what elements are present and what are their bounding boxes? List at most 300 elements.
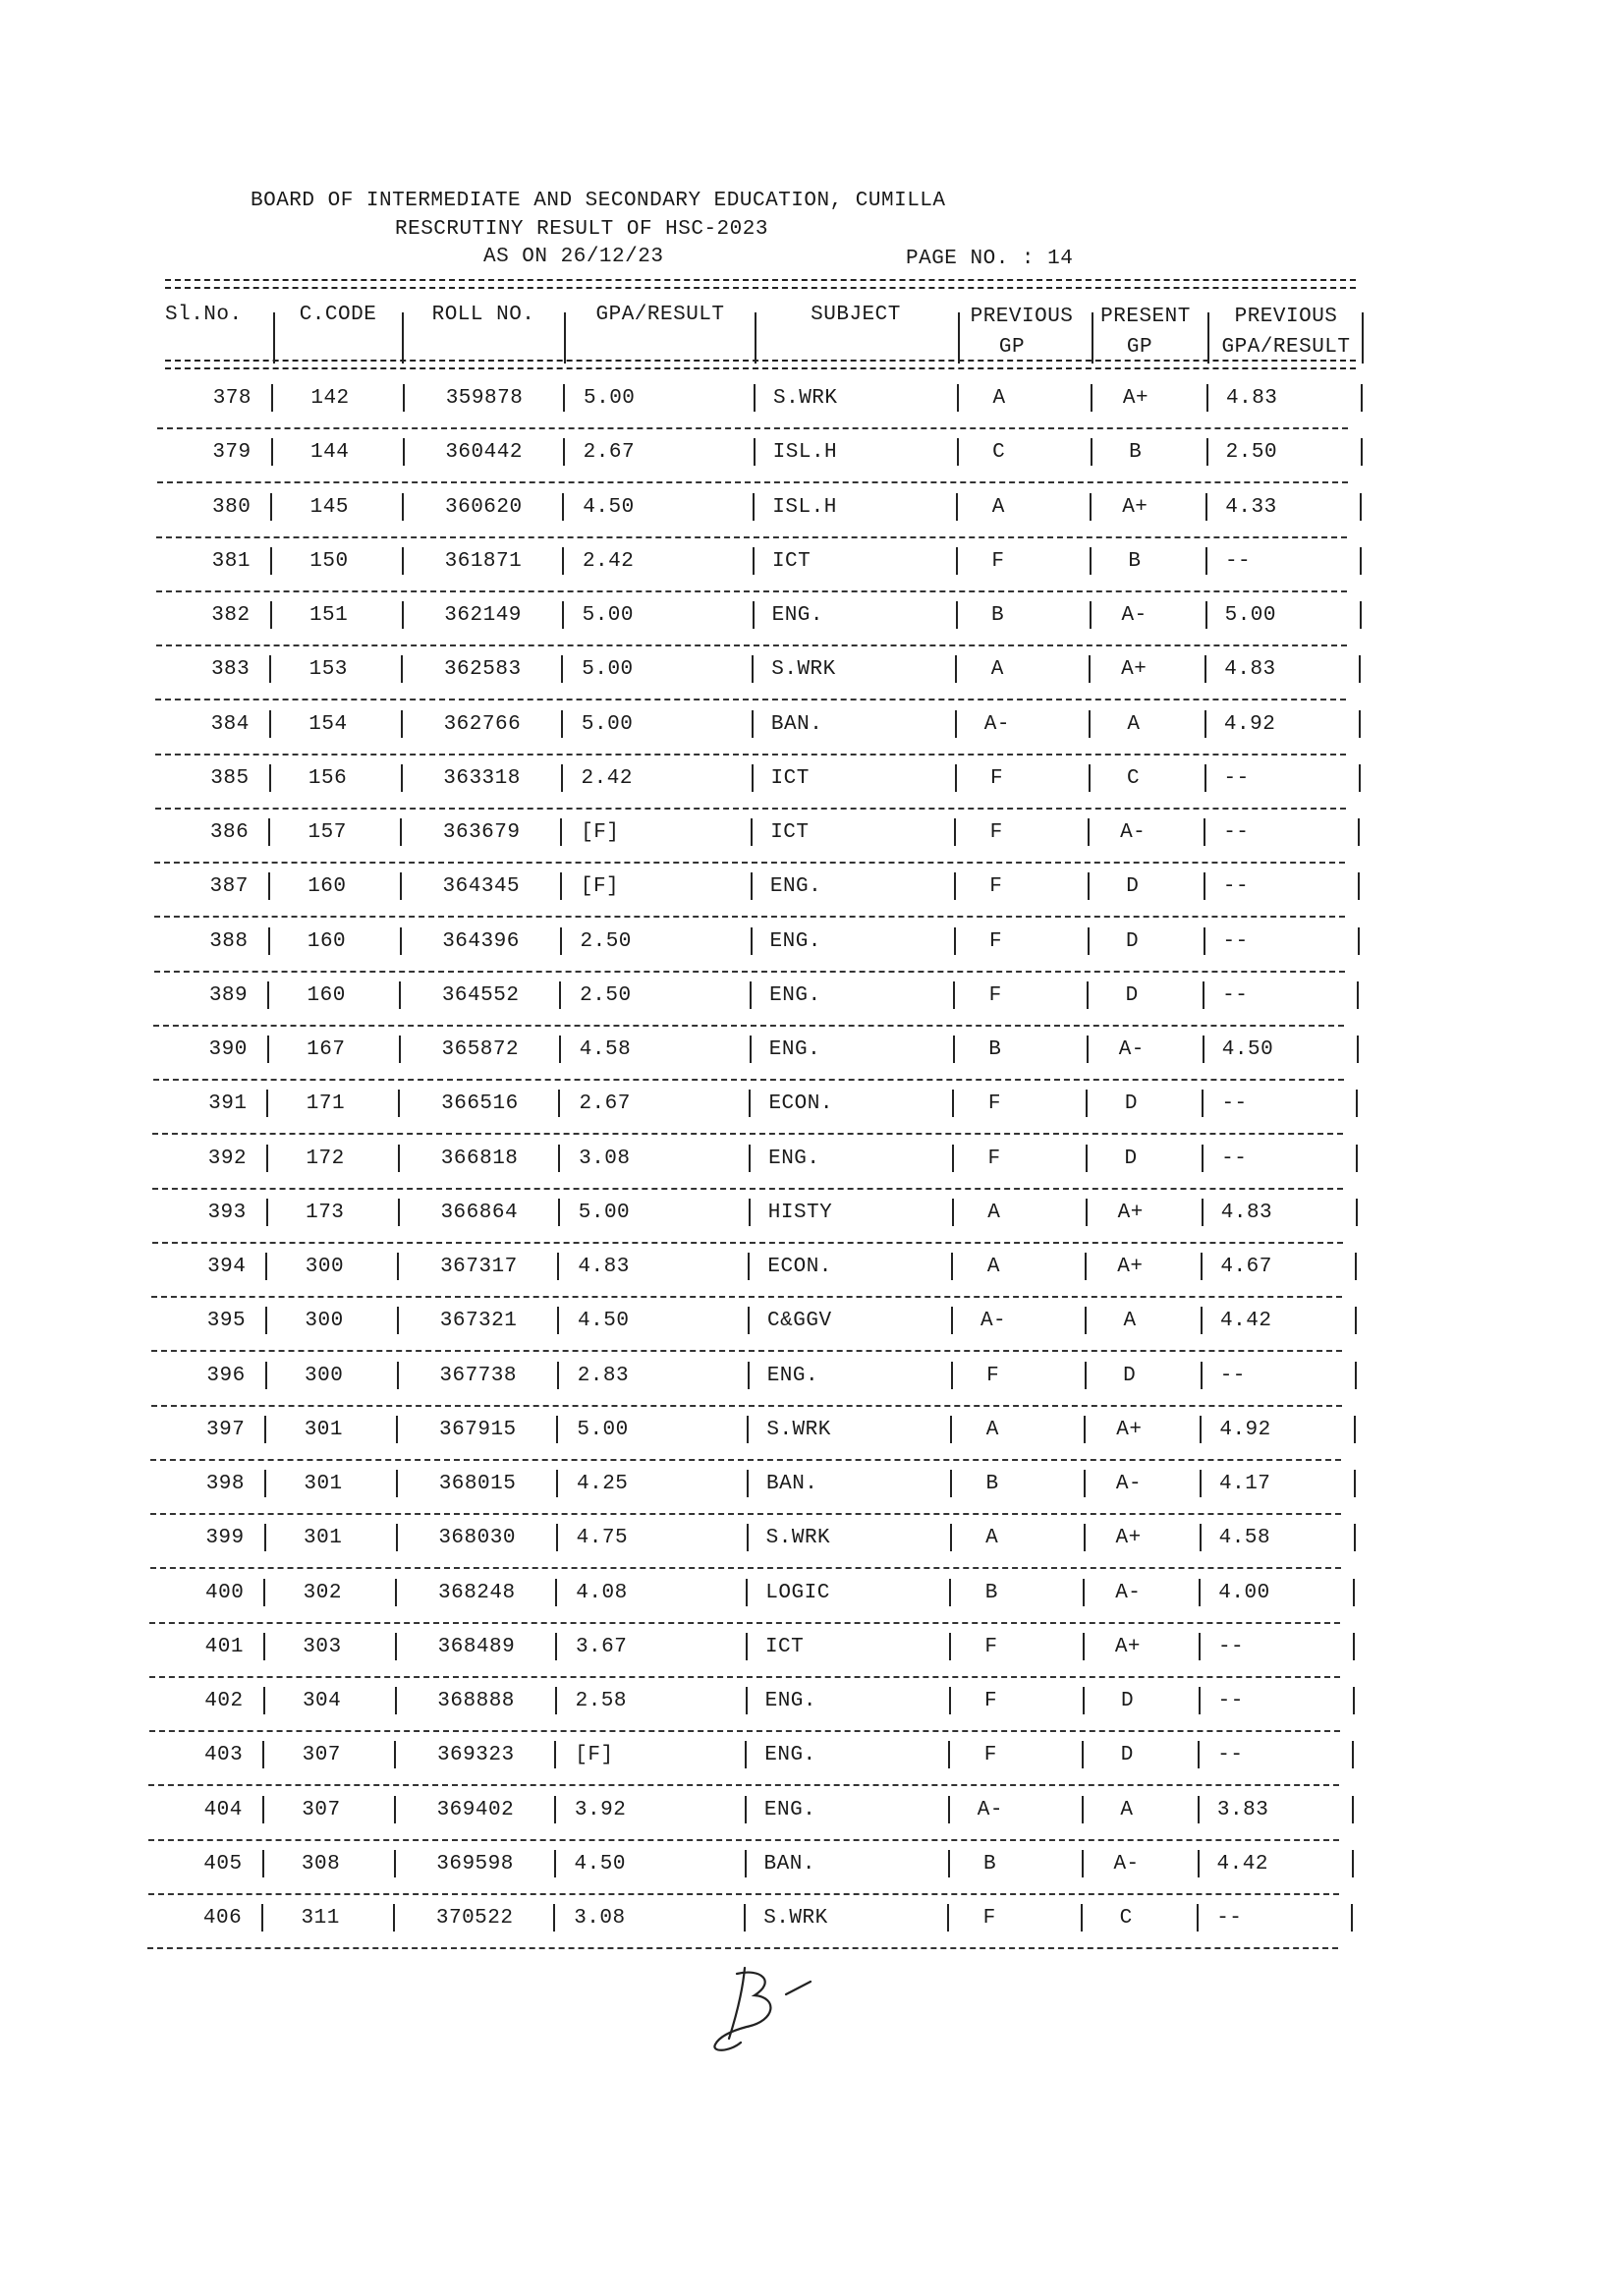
cell-gpa: 5.00: [582, 604, 635, 627]
cell-subject: ENG.: [768, 1038, 821, 1061]
row-separator: [150, 1513, 1341, 1515]
column-divider: [1204, 764, 1206, 792]
cell-roll: 363318: [443, 766, 521, 790]
cell-prev-res: 4.58: [1218, 1527, 1271, 1550]
column-divider: [754, 384, 756, 412]
cell-roll: 367317: [440, 1256, 518, 1278]
cell-pres-gp: A: [1127, 712, 1141, 736]
cell-sl: 384: [210, 712, 250, 736]
column-divider: [557, 1253, 559, 1280]
column-divider: [557, 1307, 559, 1334]
cell-ccode: 157: [308, 821, 347, 844]
cell-prev-res: 4.92: [1219, 1418, 1271, 1441]
column-divider: [948, 1741, 950, 1768]
cell-ccode: 307: [302, 1798, 341, 1821]
column-divider: [955, 655, 957, 683]
cell-gpa: [F]: [581, 821, 620, 844]
column-divider: [1351, 1904, 1353, 1932]
date-line: AS ON 26/12/23: [483, 246, 664, 268]
cell-subject: ENG.: [764, 1744, 816, 1767]
cell-prev-gp: A: [987, 1201, 1001, 1224]
column-divider: [956, 601, 958, 629]
cell-ccode: 311: [301, 1907, 340, 1930]
column-divider: [403, 384, 405, 412]
column-divider: [266, 1199, 268, 1226]
cell-roll: 363679: [442, 821, 521, 844]
cell-gpa: 2.67: [579, 1092, 631, 1116]
cell-ccode: 300: [305, 1310, 344, 1333]
column-divider: [556, 1470, 558, 1497]
column-divider: [402, 547, 404, 575]
column-divider: [748, 1253, 750, 1280]
column-divider: [1201, 1307, 1203, 1334]
cell-pres-gp: B: [1129, 441, 1143, 465]
column-divider: [395, 1687, 397, 1714]
column-divider: [954, 818, 956, 846]
cell-ccode: 301: [304, 1473, 343, 1495]
cell-subject: LOGIC: [765, 1581, 830, 1604]
column-divider: [950, 1416, 952, 1443]
column-divider: [266, 1090, 268, 1117]
column-divider: [746, 1687, 748, 1714]
col-ccode: C.CODE: [299, 304, 377, 326]
header-column-divider: [564, 312, 566, 364]
column-divider: [1090, 601, 1092, 629]
cell-ccode: 150: [309, 549, 349, 573]
column-divider: [393, 1904, 395, 1932]
cell-sl: 386: [209, 821, 250, 844]
column-divider: [1355, 1362, 1357, 1389]
cell-roll: 360442: [445, 441, 523, 465]
column-divider: [394, 1850, 396, 1877]
cell-roll: 366864: [440, 1201, 519, 1224]
cell-gpa: 4.75: [576, 1527, 629, 1550]
column-divider: [396, 1524, 398, 1551]
cell-gpa: 4.50: [583, 495, 635, 519]
cell-subject: BAN.: [763, 1852, 815, 1876]
column-divider: [1087, 1036, 1089, 1063]
column-divider: [1089, 764, 1091, 792]
column-divider: [1083, 1687, 1085, 1714]
cell-sl: 398: [205, 1473, 245, 1495]
header-column-divider: [273, 312, 275, 364]
column-divider: [561, 764, 563, 792]
row-separator: [154, 971, 1345, 973]
cell-sl: 379: [212, 441, 252, 465]
cell-roll: 367915: [439, 1418, 517, 1441]
page-number: PAGE NO. : 14: [906, 248, 1074, 270]
column-divider: [952, 1090, 954, 1117]
cell-pres-gp: C: [1126, 766, 1141, 790]
column-divider: [399, 1036, 401, 1063]
column-divider: [748, 1362, 750, 1389]
cell-pres-gp: D: [1123, 1364, 1137, 1387]
column-divider: [268, 927, 270, 955]
column-divider: [563, 384, 565, 412]
cell-gpa: 4.58: [579, 1038, 632, 1061]
cell-prev-gp: A: [985, 1527, 999, 1550]
cell-roll: 367738: [439, 1364, 517, 1387]
cell-pres-gp: D: [1124, 1092, 1138, 1116]
column-divider: [1353, 1687, 1355, 1714]
cell-ccode: 171: [306, 1092, 346, 1116]
column-divider: [750, 981, 752, 1009]
cell-roll: 364396: [442, 929, 520, 953]
column-divider: [270, 493, 272, 521]
result-subtitle: RESCRUTINY RESULT OF HSC-2023: [395, 218, 768, 241]
header-column-divider: [958, 312, 960, 364]
cell-roll: 368248: [437, 1581, 516, 1604]
column-divider: [1086, 1199, 1088, 1226]
header-column-divider: [755, 312, 756, 364]
cell-roll: 370522: [435, 1907, 514, 1930]
column-divider: [1200, 1524, 1202, 1551]
column-divider: [1201, 1253, 1203, 1280]
cell-prev-res: 4.83: [1220, 1201, 1273, 1224]
column-divider: [1199, 1633, 1201, 1660]
column-divider: [401, 764, 403, 792]
col-subject: SUBJECT: [811, 304, 901, 326]
column-divider: [1361, 384, 1363, 412]
column-divider: [952, 1199, 954, 1226]
column-divider: [952, 1145, 954, 1172]
cell-pres-gp: A-: [1113, 1852, 1140, 1876]
row-separator: [148, 1893, 1339, 1895]
column-divider: [266, 1145, 268, 1172]
row-separator: [150, 1459, 1341, 1461]
column-divider: [1084, 1524, 1086, 1551]
cell-subject: BAN.: [770, 712, 823, 736]
col-prev-res-sub: GPA/RESULT: [1221, 336, 1351, 359]
cell-gpa: 4.50: [574, 1852, 626, 1876]
cell-subject: ENG.: [769, 875, 822, 899]
cell-prev-res: 4.17: [1219, 1473, 1271, 1495]
cell-prev-res: --: [1217, 1635, 1245, 1658]
column-divider: [1201, 1362, 1203, 1389]
column-divider: [1204, 655, 1206, 683]
column-divider: [1087, 981, 1089, 1009]
row-separator: [154, 916, 1345, 918]
column-divider: [554, 1850, 556, 1877]
column-divider: [554, 1741, 556, 1768]
column-divider: [561, 655, 563, 683]
row-separator: [156, 536, 1347, 538]
cell-pres-gp: A-: [1115, 1473, 1143, 1495]
cell-pres-gp: B: [1128, 549, 1142, 573]
column-divider: [558, 1199, 560, 1226]
column-divider: [1354, 1416, 1356, 1443]
column-divider: [1353, 1579, 1355, 1606]
row-separator: [147, 1947, 1338, 1949]
column-divider: [1085, 1362, 1087, 1389]
column-divider: [747, 1524, 749, 1551]
cell-pres-gp: D: [1125, 929, 1140, 953]
cell-roll: 368015: [438, 1473, 517, 1495]
cell-gpa: 5.00: [577, 1418, 629, 1441]
column-divider: [1084, 1470, 1086, 1497]
column-divider: [263, 1633, 265, 1660]
column-divider: [1352, 1741, 1354, 1768]
cell-gpa: 2.42: [581, 766, 633, 790]
column-divider: [1088, 818, 1090, 846]
cell-ccode: 307: [302, 1744, 341, 1767]
col-prev-res: PREVIOUS: [1234, 306, 1338, 328]
cell-gpa: [F]: [580, 875, 620, 899]
cell-prev-res: --: [1224, 549, 1252, 573]
header-rule-top: [165, 279, 1356, 289]
column-divider: [262, 1796, 264, 1823]
column-divider: [553, 1904, 555, 1932]
cell-prev-gp: B: [984, 1581, 998, 1604]
cell-pres-gp: A-: [1121, 604, 1148, 627]
column-divider: [1358, 872, 1360, 900]
cell-roll: 368030: [438, 1527, 516, 1550]
column-divider: [953, 1036, 955, 1063]
column-divider: [403, 438, 405, 466]
cell-prev-gp: F: [982, 1907, 996, 1930]
column-divider: [1357, 981, 1359, 1009]
column-divider: [1200, 1470, 1202, 1497]
cell-subject: C&GGV: [767, 1310, 832, 1333]
cell-prev-res: --: [1223, 821, 1250, 844]
cell-pres-gp: C: [1119, 1907, 1133, 1930]
cell-subject: ENG.: [763, 1798, 816, 1821]
column-divider: [1086, 1145, 1088, 1172]
column-divider: [954, 872, 956, 900]
cell-ccode: 167: [307, 1038, 346, 1061]
cell-prev-gp: F: [988, 983, 1002, 1007]
cell-roll: 360620: [444, 495, 523, 519]
column-divider: [1204, 927, 1205, 955]
cell-prev-res: --: [1217, 1744, 1244, 1767]
column-divider: [1359, 655, 1361, 683]
cell-ccode: 304: [302, 1690, 342, 1712]
column-divider: [397, 1362, 399, 1389]
column-divider: [953, 981, 955, 1009]
cell-subject: S.WRK: [773, 387, 838, 410]
column-divider: [559, 981, 561, 1009]
column-divider: [561, 710, 563, 738]
column-divider: [264, 1470, 266, 1497]
cell-subject: HISTY: [767, 1201, 833, 1224]
column-divider: [555, 1687, 557, 1714]
column-divider: [752, 710, 754, 738]
cell-sl: 397: [206, 1418, 246, 1441]
cell-prev-gp: F: [983, 1744, 997, 1767]
cell-prev-res: 4.83: [1224, 658, 1276, 682]
header-column-divider: [1362, 312, 1364, 364]
column-divider: [560, 818, 562, 846]
cell-prev-gp: F: [987, 1092, 1001, 1116]
column-divider: [395, 1633, 397, 1660]
column-divider: [1090, 493, 1092, 521]
column-divider: [1358, 927, 1360, 955]
cell-roll: 369402: [436, 1798, 515, 1821]
cell-pres-gp: A+: [1121, 658, 1148, 682]
cell-sl: 399: [205, 1527, 245, 1550]
column-divider: [1204, 872, 1205, 900]
cell-pres-gp: D: [1120, 1744, 1134, 1767]
cell-prev-gp: F: [989, 875, 1003, 899]
column-divider: [264, 1524, 266, 1551]
cell-pres-gp: D: [1125, 983, 1139, 1007]
cell-prev-gp: A-: [983, 712, 1010, 736]
cell-ccode: 145: [309, 495, 349, 519]
cell-pres-gp: A-: [1118, 1038, 1145, 1061]
column-divider: [1205, 547, 1207, 575]
cell-prev-gp: B: [988, 1038, 1002, 1061]
column-divider: [1354, 1470, 1356, 1497]
column-divider: [1091, 384, 1092, 412]
cell-sl: 396: [206, 1364, 246, 1387]
col-pres-gp-sub: GP: [1126, 336, 1153, 359]
cell-roll: 361871: [444, 549, 523, 573]
cell-sl: 385: [210, 766, 250, 790]
cell-prev-gp: F: [989, 766, 1004, 790]
column-divider: [397, 1307, 399, 1334]
column-divider: [951, 1253, 953, 1280]
cell-subject: S.WRK: [763, 1907, 828, 1930]
cell-subject: ENG.: [771, 604, 824, 627]
column-divider: [956, 547, 958, 575]
column-divider: [557, 1362, 559, 1389]
row-separator: [156, 644, 1347, 646]
cell-gpa: 3.67: [575, 1635, 628, 1658]
cell-sl: 401: [204, 1635, 244, 1658]
cell-roll: 364552: [441, 983, 520, 1007]
cell-subject: ICT: [770, 766, 810, 790]
column-divider: [264, 1416, 266, 1443]
column-divider: [268, 818, 270, 846]
cell-subject: S.WRK: [766, 1418, 831, 1441]
board-title: BOARD OF INTERMEDIATE AND SECONDARY EDUCATION, CUMILLA: [251, 190, 946, 212]
column-divider: [263, 1687, 265, 1714]
row-separator: [155, 808, 1346, 810]
cell-ccode: 301: [304, 1418, 343, 1441]
header-column-divider: [1207, 312, 1209, 364]
column-divider: [1361, 438, 1363, 466]
cell-gpa: [F]: [575, 1744, 614, 1767]
column-divider: [957, 438, 959, 466]
cell-subject: ISL.H: [772, 495, 837, 519]
column-divider: [262, 1741, 264, 1768]
column-divider: [400, 872, 402, 900]
cell-prev-gp: F: [991, 549, 1005, 573]
column-divider: [1204, 710, 1206, 738]
cell-ccode: 154: [308, 712, 348, 736]
column-divider: [269, 710, 271, 738]
column-divider: [1206, 438, 1208, 466]
cell-ccode: 302: [303, 1581, 342, 1604]
column-divider: [951, 1307, 953, 1334]
cell-prev-gp: F: [989, 821, 1003, 844]
column-divider: [746, 1633, 748, 1660]
cell-roll: 366818: [440, 1147, 519, 1170]
column-divider: [749, 1090, 751, 1117]
cell-prev-res: --: [1219, 1364, 1246, 1387]
cell-pres-gp: A+: [1114, 1635, 1142, 1658]
column-divider: [947, 1904, 949, 1932]
column-divider: [747, 1416, 749, 1443]
col-sl: Sl.No.: [165, 304, 243, 326]
column-divider: [1353, 1633, 1355, 1660]
column-divider: [1205, 493, 1207, 521]
column-divider: [1091, 438, 1092, 466]
column-divider: [752, 764, 754, 792]
cell-sl: 392: [207, 1147, 248, 1170]
cell-subject: ENG.: [768, 1147, 820, 1170]
cell-gpa: 4.08: [576, 1581, 628, 1604]
cell-prev-gp: A: [985, 1418, 999, 1441]
column-divider: [752, 655, 754, 683]
row-separator: [148, 1784, 1339, 1786]
column-divider: [1088, 872, 1090, 900]
column-divider: [954, 927, 956, 955]
column-divider: [1082, 1850, 1084, 1877]
column-divider: [949, 1687, 951, 1714]
column-divider: [401, 655, 403, 683]
column-divider: [754, 438, 756, 466]
column-divider: [1086, 1090, 1088, 1117]
row-separator: [149, 1622, 1340, 1624]
row-separator: [151, 1350, 1342, 1352]
column-divider: [751, 818, 753, 846]
cell-prev-res: 4.33: [1225, 495, 1277, 519]
cell-ccode: 173: [306, 1201, 345, 1224]
cell-gpa: 2.50: [580, 983, 632, 1007]
column-divider: [1198, 1850, 1200, 1877]
cell-ccode: 303: [303, 1635, 342, 1658]
column-divider: [948, 1850, 950, 1877]
cell-roll: 366516: [441, 1092, 519, 1116]
column-divider: [397, 1253, 399, 1280]
cell-roll: 362766: [443, 712, 522, 736]
column-divider: [1082, 1741, 1084, 1768]
cell-subject: BAN.: [766, 1473, 818, 1495]
column-divider: [399, 981, 401, 1009]
cell-roll: 362149: [444, 604, 522, 627]
cell-sl: 394: [207, 1256, 247, 1278]
cell-roll: 369323: [436, 1744, 515, 1767]
row-separator: [148, 1839, 1339, 1841]
column-divider: [271, 384, 273, 412]
column-divider: [1352, 1850, 1354, 1877]
cell-subject: ICT: [771, 549, 812, 573]
cell-pres-gp: A: [1120, 1798, 1134, 1821]
column-divider: [1083, 1633, 1085, 1660]
column-divider: [395, 1579, 397, 1606]
cell-prev-gp: F: [986, 1364, 1000, 1387]
row-separator: [149, 1676, 1340, 1678]
col-gpa: GPA/RESULT: [595, 304, 725, 326]
cell-prev-gp: F: [984, 1635, 998, 1658]
row-separator: [152, 1188, 1343, 1190]
column-divider: [1199, 1687, 1201, 1714]
cell-gpa: 3.08: [579, 1147, 631, 1170]
column-divider: [398, 1199, 400, 1226]
column-divider: [753, 547, 755, 575]
column-divider: [396, 1470, 398, 1497]
cell-ccode: 144: [309, 441, 350, 465]
column-divider: [562, 601, 564, 629]
cell-ccode: 151: [308, 604, 349, 627]
column-divider: [1203, 1036, 1204, 1063]
cell-ccode: 142: [310, 387, 350, 410]
row-separator: [153, 1025, 1344, 1027]
column-divider: [1360, 547, 1362, 575]
cell-prev-res: 4.42: [1220, 1310, 1272, 1333]
column-divider: [1355, 1307, 1357, 1334]
